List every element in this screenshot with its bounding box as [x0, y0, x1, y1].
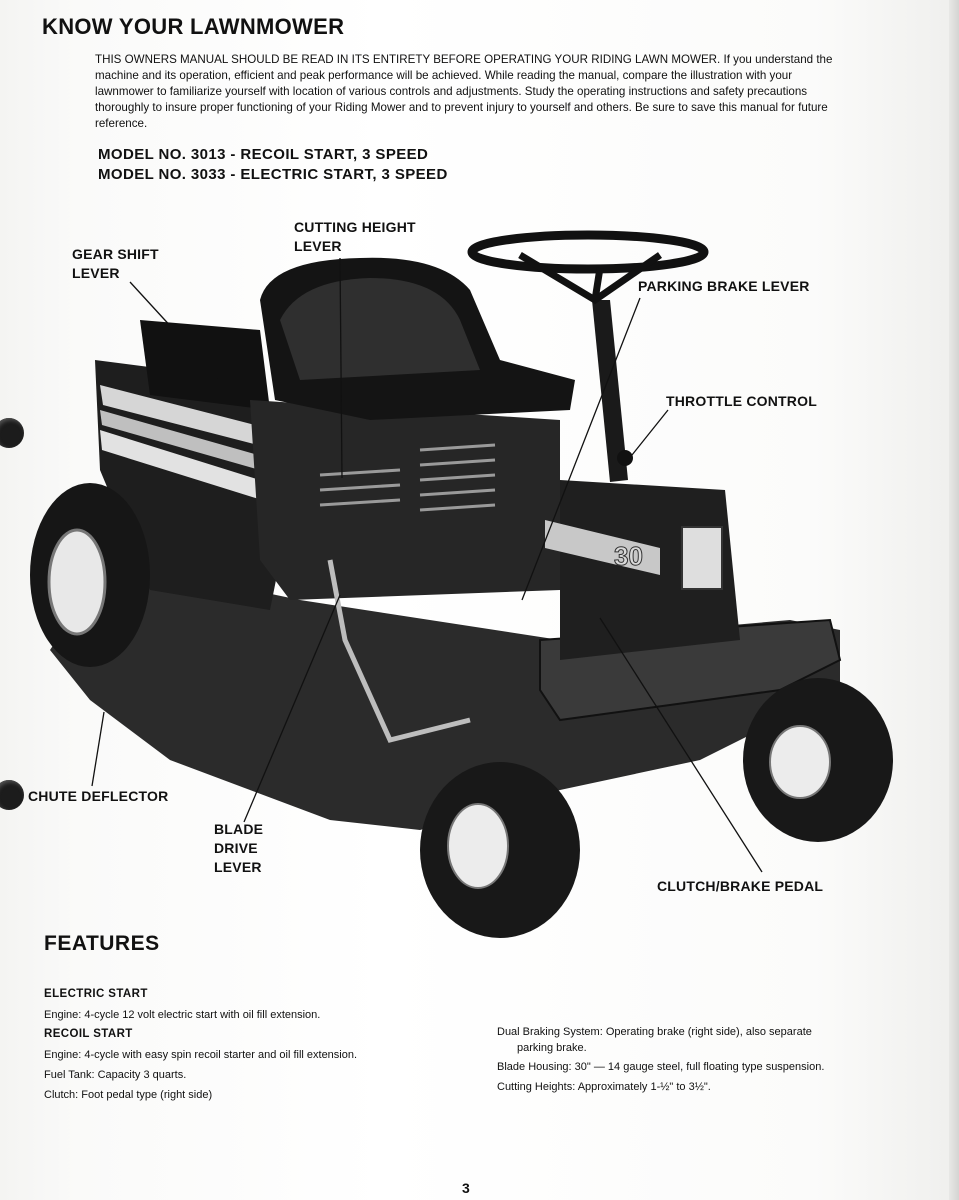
braking-spec-line2: parking brake. — [517, 1042, 587, 1054]
front-left-hubcap — [448, 804, 508, 888]
label-blade-line1: BLADE — [214, 821, 264, 837]
intro-upper: THIS OWNERS MANUAL SHOULD BE READ IN ITS ENTIRETY BEFORE OPERATING YOUR RIDING LAWN MOWER. — [95, 53, 721, 66]
label-throttle-control: THROTTLE CONTROL — [666, 393, 817, 409]
label-cutting-height-line1: CUTTING HEIGHT — [294, 219, 416, 235]
front-right-hubcap — [770, 726, 830, 798]
recoil-engine-spec: Engine: 4-cycle with easy spin recoil starter and oil fill extension. — [44, 1049, 358, 1061]
braking-spec-line1: Dual Braking System: Operating brake (right side), also separate — [497, 1026, 812, 1038]
fuel-tank-spec: Fuel Tank: Capacity 3 quarts. — [44, 1069, 187, 1081]
label-blade-drive-lever — [214, 820, 263, 877]
rear-hubcap — [49, 530, 105, 634]
label-parking-brake-lever: PARKING BRAKE LEVER — [638, 278, 810, 294]
steering-wheel — [472, 235, 704, 269]
recoil-start-heading: RECOIL START — [44, 1028, 133, 1040]
electric-engine-spec: Engine: 4-cycle 12 volt electric start with oil fill extension. — [44, 1009, 321, 1021]
label-gear-shift-lever — [72, 245, 159, 283]
label-blade-line3: LEVER — [214, 859, 262, 875]
cutting-heights-spec: Cutting Heights: Approximately 1-½" to 3½". — [497, 1081, 711, 1093]
features-title: FEATURES — [44, 932, 160, 955]
headlight — [682, 527, 722, 589]
label-gear-shift-line1: GEAR SHIFT — [72, 246, 159, 262]
clutch-spec: Clutch: Foot pedal type (right side) — [44, 1089, 213, 1101]
label-cutting-height-lever — [294, 218, 416, 256]
page-title: KNOW YOUR LAWNMOWER — [42, 14, 345, 39]
intro-rest: If you understand the machine and its operation, efficient and peak performance will be achieved. While reading the manual, compare the illustration with your lawnmower to familiarize yourself with location of various controls and adjustments. Study the operating instructions and safety precautions thoroughly to insure proper functioning of your Riding Mower and to prevent injury to yourself and others. Be sure to save this manual for future reference. — [95, 53, 833, 130]
label-clutch-brake-pedal: CLUTCH/BRAKE PEDAL — [657, 878, 824, 894]
model-line-1: MODEL NO. 3013 - RECOIL START, 3 SPEED — [98, 146, 429, 163]
label-chute-deflector: CHUTE DEFLECTOR — [28, 788, 169, 804]
model-line-2: MODEL NO. 3033 - ELECTRIC START, 3 SPEED — [98, 166, 448, 183]
label-gear-shift-line2: LEVER — [72, 265, 120, 281]
page-number: 3 — [462, 1180, 470, 1196]
label-blade-line2: DRIVE — [214, 840, 258, 856]
main-body — [250, 400, 560, 600]
electric-start-heading: ELECTRIC START — [44, 988, 148, 1000]
blade-housing-spec: Blade Housing: 30" — 14 gauge steel, full floating type suspension. — [497, 1061, 825, 1073]
mower-badge: 30 — [614, 541, 643, 571]
throttle-knob — [617, 450, 633, 466]
label-cutting-height-line2: LEVER — [294, 238, 342, 254]
